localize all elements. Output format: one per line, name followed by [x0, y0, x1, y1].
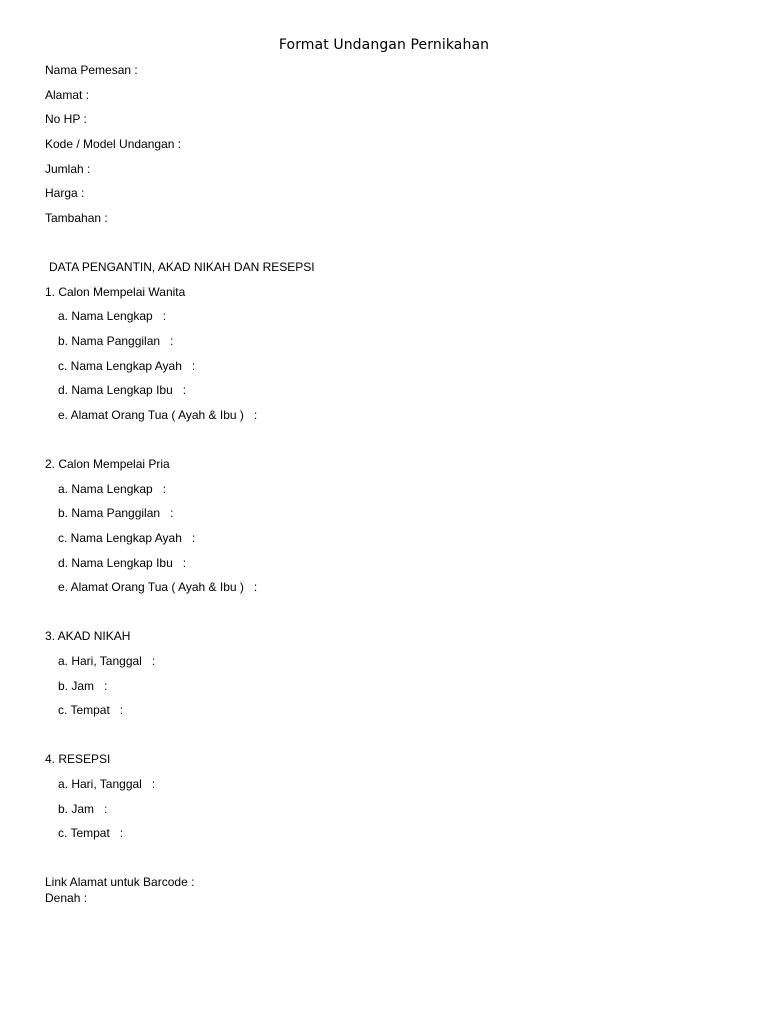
field-nama-pemesan: Nama Pemesan :	[45, 63, 138, 77]
resepsi-heading: 4. RESEPSI	[45, 752, 111, 766]
field-no-hp: No HP :	[45, 112, 87, 126]
pria-item: d. Nama Lengkap Ibu :	[58, 556, 187, 570]
wanita-item: b. Nama Panggilan :	[58, 334, 174, 348]
pria-item: e. Alamat Orang Tua ( Ayah & Ibu ) :	[58, 580, 258, 594]
pria-item: a. Nama Lengkap :	[58, 482, 167, 496]
pria-item: c. Nama Lengkap Ayah :	[58, 531, 196, 545]
field-alamat: Alamat :	[45, 88, 90, 102]
pria-item: b. Nama Panggilan :	[58, 506, 174, 520]
section-heading: DATA PENGANTIN, AKAD NIKAH DAN RESEPSI	[49, 260, 315, 274]
field-tambahan: Tambahan :	[45, 211, 108, 225]
field-jumlah: Jumlah :	[45, 162, 91, 176]
field-link-barcode: Link Alamat untuk Barcode :	[45, 875, 195, 889]
resepsi-item: c. Tempat :	[58, 826, 124, 840]
wanita-heading: 1. Calon Mempelai Wanita	[45, 285, 186, 299]
wanita-item: e. Alamat Orang Tua ( Ayah & Ibu ) :	[58, 408, 258, 422]
wanita-item: a. Nama Lengkap :	[58, 309, 167, 323]
field-kode-model: Kode / Model Undangan :	[45, 137, 182, 151]
wanita-item: d. Nama Lengkap Ibu :	[58, 383, 187, 397]
resepsi-item: a. Hari, Tanggal :	[58, 777, 156, 791]
akad-heading: 3. AKAD NIKAH	[45, 629, 131, 643]
wanita-item: c. Nama Lengkap Ayah :	[58, 359, 196, 373]
akad-item: a. Hari, Tanggal :	[58, 654, 156, 668]
akad-item: c. Tempat :	[58, 703, 124, 717]
field-harga: Harga :	[45, 186, 85, 200]
pria-heading: 2. Calon Mempelai Pria	[45, 457, 170, 471]
document-title: Format Undangan Pernikahan	[278, 37, 490, 53]
field-denah: Denah :	[45, 891, 88, 905]
resepsi-item: b. Jam :	[58, 802, 108, 816]
akad-item: b. Jam :	[58, 679, 108, 693]
